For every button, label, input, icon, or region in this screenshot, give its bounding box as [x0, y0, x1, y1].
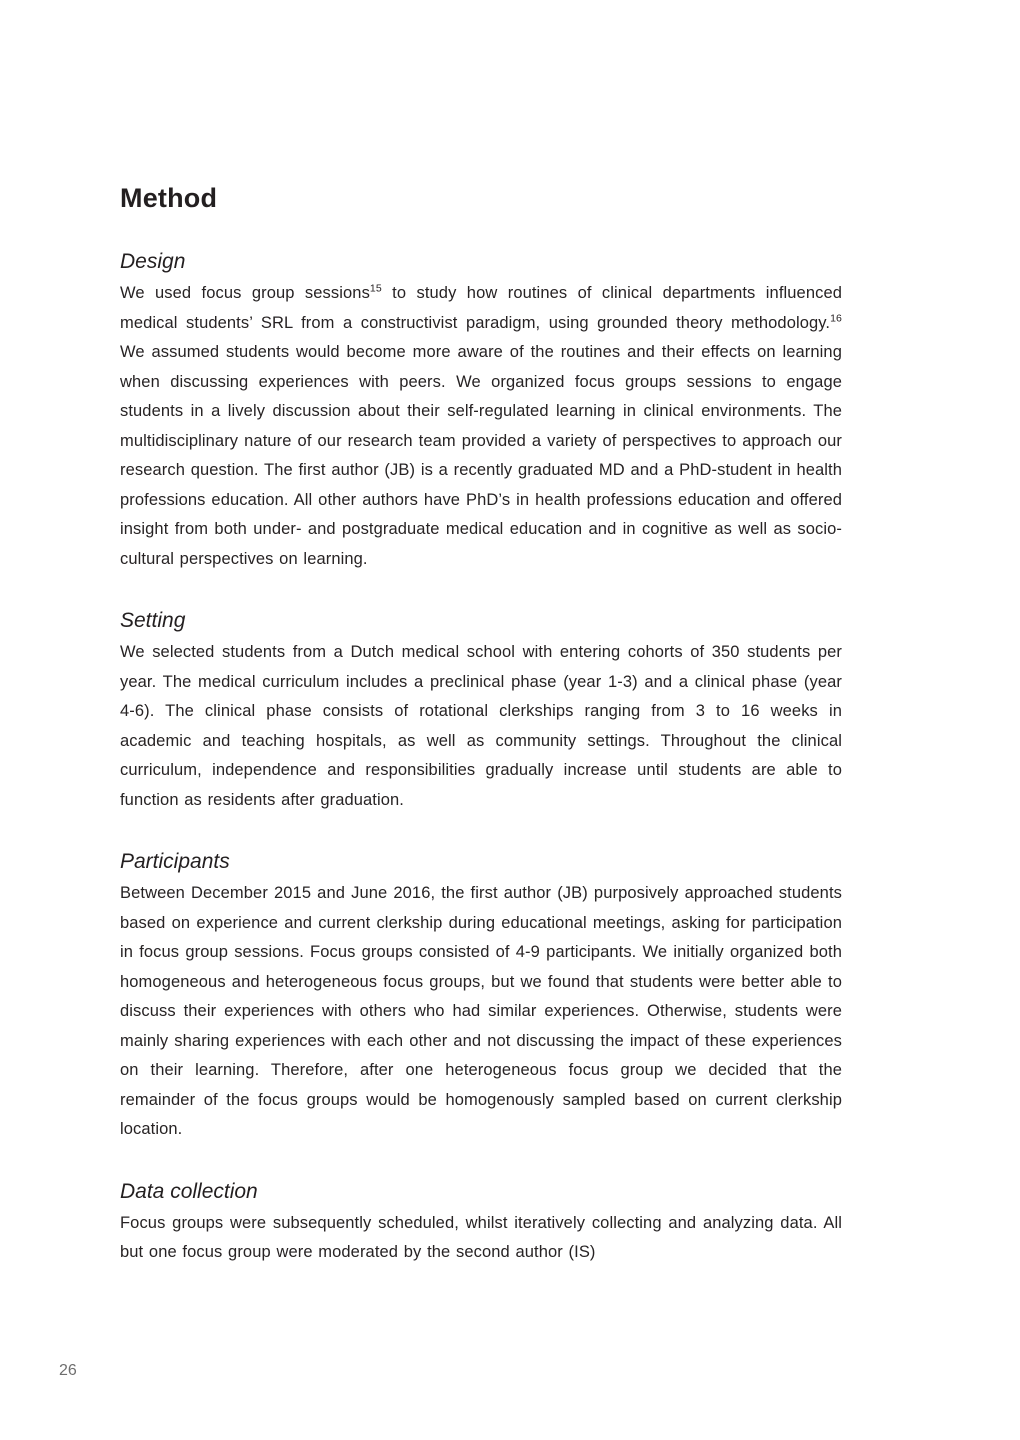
section-setting — [120, 605, 842, 815]
section-participants — [120, 846, 842, 1145]
section-design — [120, 246, 842, 574]
section-paragraph-setting: We selected students from a Dutch medical school with entering cohorts of 350 students per year. The medical curriculum includes a preclinical phase (year 1-3) and a clinical phase (year 4-6). The clinical phase consists of rotational clerkships ranging from 3 to 16 weeks in academic and teaching hospitals, as well as community settings. Throughout the clinical curriculum, independence and responsibilities gradually increase until students are able to function as residents after graduation. — [120, 643, 842, 809]
section-paragraph-participants: Between December 2015 and June 2016, the first author (JB) purposively approached students based on experience and current clerkship during educational meetings, asking for participation in focus group sessions. Focus groups consisted of 4-9 participants. We initially organized both homogeneous and heterogeneous focus groups, but we found that students were better able to discuss their experiences with others who had similar experiences. Otherwise, students were mainly sharing experiences with each other and not discussing the impact of these experiences on their learning. Therefore, after one heterogeneous focus group we decided that the remainder of the focus groups would be homogenously sampled based on current clerkship location. — [120, 884, 842, 1138]
page-number: 26 — [59, 1362, 77, 1379]
document-page — [120, 181, 842, 1268]
page-title: Method — [120, 183, 218, 213]
section-data-collection — [120, 1176, 842, 1268]
section-heading-participants: Participants — [120, 850, 230, 873]
section-heading-setting: Setting — [120, 609, 186, 632]
section-paragraph-data-collection: Focus groups were subsequently scheduled, whilst iteratively collecting and analyzing data. All but one focus group were moderated by the second author (IS) — [120, 1213, 842, 1261]
section-heading-design: Design — [120, 250, 186, 273]
section-heading-data-collection: Data collection — [120, 1179, 258, 1203]
section-paragraph-design: We used focus group sessions$^{15}$ to study how routines of clinical departments influenced medical students’ SRL from a constructivist paradigm, using grounded theory methodology.$^{16}$ We assumed students would become more aware of the routines and their effects on learning when discussing experiences with peers. We organized focus groups sessions to engage students in a lively discussion about their self-regulated learning in clinical environments. The multidisciplinary nature of our research team provided a variety of perspectives to approach our research question. The first author (JB) is a recently graduated MD and a PhD-student in health professions education. All other authors have PhD’s in health professions education and offered insight from both under- and postgraduate medical education and in cognitive as well as socio-cultural perspectives on learning. — [120, 282, 842, 568]
